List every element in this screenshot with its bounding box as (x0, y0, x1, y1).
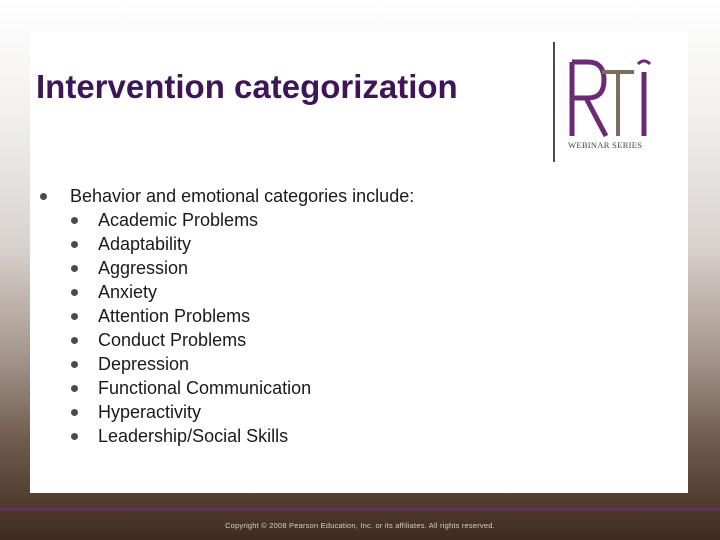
bullet-dot-icon (71, 409, 78, 416)
bullet-dot-icon (71, 361, 78, 368)
category-list (40, 208, 600, 448)
list-item-text: Conduct Problems (98, 330, 247, 350)
list-item-text: Functional Communication (98, 378, 312, 398)
list-item-text: Leadership/Social Skills (98, 426, 289, 446)
list-item (40, 280, 600, 304)
list-item (40, 400, 600, 424)
list-item (40, 352, 600, 376)
bullet-dot-icon (71, 217, 78, 224)
logo-subtitle: WEBINAR SERIES (568, 140, 643, 150)
list-item-text: Hyperactivity (98, 402, 202, 422)
list-item-text: Adaptability (98, 234, 192, 254)
bullet-dot-icon (71, 433, 78, 440)
list-item-text: Anxiety (98, 282, 158, 302)
bullet-dot-icon (71, 241, 78, 248)
footer-divider (0, 508, 720, 510)
list-item-text: Academic Problems (98, 210, 259, 230)
list-item-text: Depression (98, 354, 190, 374)
bullet-dot-icon (71, 265, 78, 272)
bullet-dot-icon (71, 313, 78, 320)
bullet-dot-icon (71, 337, 78, 344)
list-item (40, 424, 600, 448)
bullet-dot-icon (71, 385, 78, 392)
logo-divider (553, 42, 555, 162)
slide-card (30, 30, 688, 493)
list-item (40, 304, 600, 328)
copyright-notice: Copyright © 2008 Pearson Education, Inc. or its affiliates. All rights reserved. (225, 521, 495, 530)
list-item (40, 208, 600, 232)
list-item-text: Aggression (98, 258, 189, 278)
main-bullet-text: Behavior and emotional categories include: (70, 186, 415, 206)
list-item (40, 328, 600, 352)
list-item (40, 232, 600, 256)
main-bullet-item (40, 184, 600, 208)
bullet-content (40, 184, 600, 448)
bullet-dot-icon (71, 289, 78, 296)
slide-title: Intervention categorization (36, 68, 458, 105)
list-item (40, 376, 600, 400)
bullet-dot-icon (40, 193, 47, 200)
list-item (40, 256, 600, 280)
rti-logo (568, 58, 662, 152)
rti-logo-icon (568, 58, 662, 138)
list-item-text: Attention Problems (98, 306, 251, 326)
